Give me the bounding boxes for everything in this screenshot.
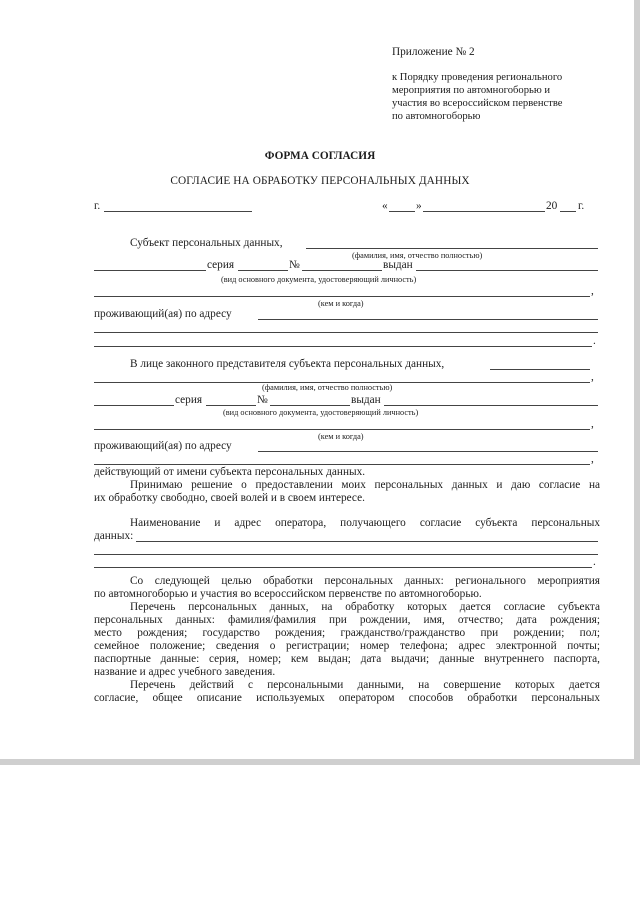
- representative-fio-field[interactable]: [490, 369, 590, 370]
- subject-address-label: проживающий(ая) по адресу: [94, 308, 232, 320]
- representative-series-field[interactable]: [206, 405, 256, 406]
- subject-issued-label: выдан: [383, 259, 413, 271]
- city-label: г.: [94, 200, 101, 212]
- appendix-line-3: участия во всероссийском первенстве: [392, 98, 563, 109]
- representative-number-field[interactable]: [270, 405, 350, 406]
- representative-comma-2: ,: [591, 418, 594, 430]
- operator-field-2[interactable]: [94, 554, 598, 555]
- subject-doc-type-field[interactable]: [94, 270, 206, 271]
- subject-number-label: №: [289, 259, 300, 271]
- date-quote-close: »: [416, 200, 422, 212]
- operator-period: .: [593, 556, 596, 568]
- list-line-1: Перечень персональных данных, на обработку которых дается согласие субъекта: [130, 601, 600, 613]
- subject-issued-field[interactable]: [416, 270, 598, 271]
- operator-field[interactable]: [136, 541, 598, 542]
- list-line-5: паспортные данные: серия, номер; кем выдан; дата выдачи; данные внутреннего паспорта,: [94, 653, 600, 665]
- subject-issuer-field[interactable]: [94, 296, 590, 297]
- list-line-6: название и адрес учебного заведения.: [94, 666, 276, 678]
- representative-address-field[interactable]: [258, 451, 598, 452]
- subject-fio-field[interactable]: [306, 248, 598, 249]
- date-quote-open: «: [382, 200, 388, 212]
- year-field[interactable]: [560, 211, 576, 212]
- subject-address-field[interactable]: [258, 319, 598, 320]
- representative-issued-label: выдан: [351, 394, 381, 406]
- appendix-number: Приложение № 2: [392, 46, 475, 58]
- representative-when-hint: (кем и когда): [318, 432, 364, 441]
- subject-when-hint: (кем и когда): [318, 299, 364, 308]
- subject-period: .: [593, 335, 596, 347]
- subject-label: Субъект персональных данных,: [130, 237, 283, 249]
- decision-line-2: их обработку свободно, своей волей и в своем интересе.: [94, 492, 365, 504]
- appendix-line-2: мероприятия по автомногоборью и: [392, 85, 551, 96]
- subject-number-field[interactable]: [302, 270, 382, 271]
- purpose-line-2: по автомногоборью и участия во всероссийском первенстве по автомногоборью.: [94, 588, 482, 600]
- representative-address-field-2[interactable]: [94, 464, 590, 465]
- representative-acting-text: действующий от имени субъекта персональных данных.: [94, 466, 366, 478]
- representative-issuer-field[interactable]: [94, 429, 590, 430]
- actions-line-2: согласие, общее описание используемых оператором способов обработки персональных: [94, 692, 600, 704]
- subject-comma: ,: [591, 285, 594, 297]
- consent-subtitle: СОГЛАСИЕ НА ОБРАБОТКУ ПЕРСОНАЛЬНЫХ ДАННЫХ: [170, 175, 470, 187]
- day-field[interactable]: [389, 211, 415, 212]
- representative-issued-field[interactable]: [384, 405, 598, 406]
- representative-series-label: серия: [175, 394, 203, 406]
- representative-doc-type-field[interactable]: [94, 405, 174, 406]
- city-field[interactable]: [104, 211, 252, 212]
- decision-line-1: Принимаю решение о предоставлении моих персональных данных и даю согласие на: [130, 479, 600, 491]
- purpose-line-1: Со следующей целью обработки персональных данных: регионального мероприятия: [130, 575, 600, 587]
- subject-address-field-2[interactable]: [94, 332, 598, 333]
- month-field[interactable]: [423, 211, 545, 212]
- representative-comma: ,: [591, 371, 594, 383]
- subject-doc-hint: (вид основного документа, удостоверяющий личность): [221, 275, 417, 284]
- representative-fio-hint: (фамилия, имя, отчество полностью): [262, 383, 393, 392]
- subject-series-field[interactable]: [238, 270, 288, 271]
- operator-line-1: Наименование и адрес оператора, получающего согласие субъекта персональных: [130, 517, 600, 529]
- appendix-line-1: к Порядку проведения регионального: [392, 72, 563, 83]
- representative-number-label: №: [257, 394, 268, 406]
- representative-doc-hint: (вид основного документа, удостоверяющий личность): [223, 408, 419, 417]
- list-line-2: персональных данных: фамилия/фамилия при рождении, имя, отчество; дата рождения;: [94, 614, 600, 626]
- list-line-4: семейное положение; сведения о регистрации; номер телефона; адрес электронной почты;: [94, 640, 600, 652]
- appendix-line-4: по автомногоборью: [392, 111, 481, 122]
- subject-address-field-3[interactable]: [94, 346, 592, 347]
- subject-series-label: серия: [207, 259, 235, 271]
- operator-line-2: данных:: [94, 530, 134, 542]
- representative-label: В лице законного представителя субъекта персональных данных,: [130, 358, 445, 370]
- form-title: ФОРМА СОГЛАСИЯ: [264, 150, 376, 162]
- representative-comma-3: ,: [591, 453, 594, 465]
- list-line-3: место рождения; государство рождения; гражданство/гражданство при рождении; пол;: [94, 627, 600, 639]
- subject-fio-hint: (фамилия, имя, отчество полностью): [352, 251, 483, 260]
- operator-field-3[interactable]: [94, 567, 592, 568]
- actions-line-1: Перечень действий с персональными данными, на совершение которых дается: [130, 679, 600, 691]
- representative-address-label: проживающий(ая) по адресу: [94, 440, 232, 452]
- year-prefix: 20: [546, 200, 558, 212]
- year-suffix: г.: [578, 200, 585, 212]
